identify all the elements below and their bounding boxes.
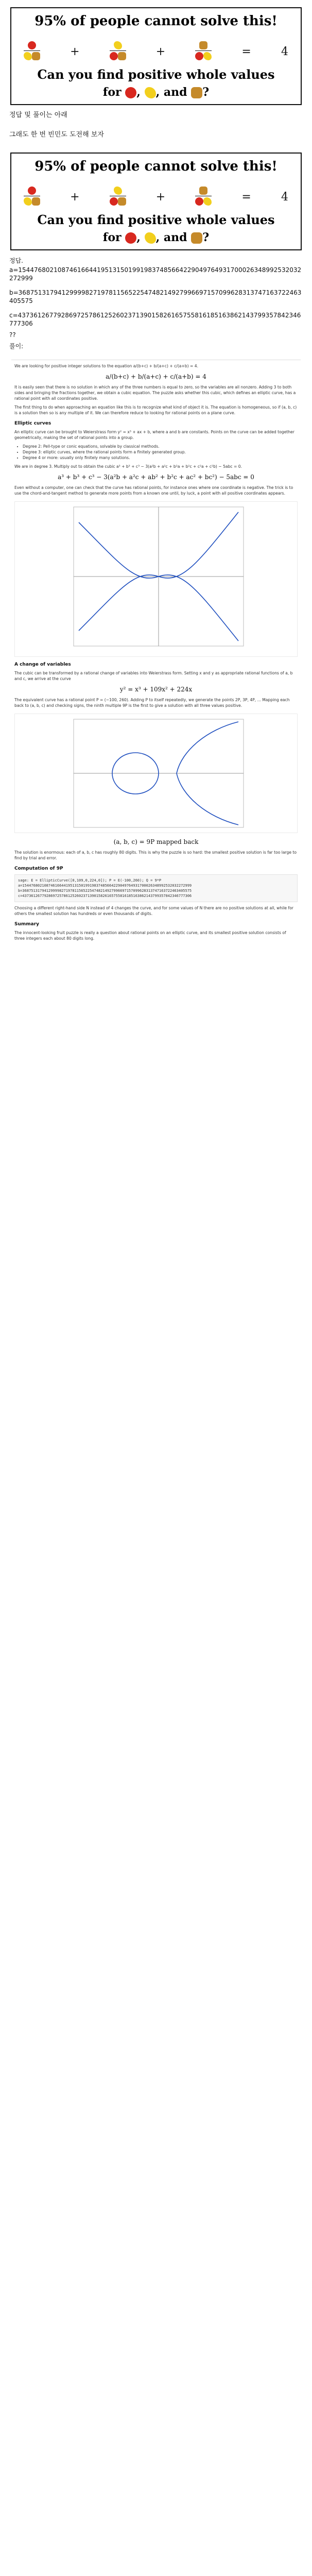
puzzle-question: Can you find positive whole values bbox=[37, 67, 275, 82]
article-paragraph: We are looking for positive integer solutions to the equation a/(b+c) + b/(a+c) + c/(a+b) = 4. bbox=[14, 364, 199, 368]
cubic-curve-figure bbox=[14, 501, 298, 657]
banana-icon bbox=[145, 87, 156, 98]
code-output-c: c=437361267792869725786125260237139015826165755816185163862143799357842346777306 bbox=[18, 894, 192, 898]
equals-sign: = bbox=[241, 45, 251, 58]
article-paragraph: We are in degree 3. Multiply out to obtain the cubic a³ + b³ + c³ − 3(a²b + a²c + b²a + b²c + c²a + c²b) − 5abc = 0. bbox=[14, 464, 242, 469]
solution-article bbox=[11, 360, 301, 950]
fraction-pineapple bbox=[195, 41, 212, 62]
equation-main: a/(b+c) + b/(a+c) + c/(a+b) = 4 bbox=[106, 373, 206, 380]
banana-icon bbox=[203, 197, 212, 206]
puzzle-subquestion: for , , and ? bbox=[102, 86, 210, 99]
code-output-a: a=154476802108746166441951315019919837485664229049764931700026348992532032272999 bbox=[18, 884, 192, 888]
equation-cubic: a³ + b³ + c³ − 3(a²b + a²c + ab² + b²c + ac² + bc²) − 5abc = 0 bbox=[58, 473, 254, 481]
code-line: sage: E = EllipticCurve([0,109,0,224,0]); P = E(-100,260); Q = 9*P bbox=[18, 878, 162, 883]
banana-icon bbox=[24, 52, 32, 60]
banana-icon bbox=[145, 232, 156, 244]
pineapple-icon bbox=[199, 187, 207, 195]
article-paragraph: Choosing a different right-hand side N instead of 4 changes the curve, and for some values of N there are no positive solutions at all, while for others the smallest solution has hundreds or even thousands of digits. bbox=[14, 906, 293, 916]
intro-line-2: 그래도 한 번 빈민도 도전해 보자 bbox=[9, 131, 104, 139]
fraction-apple bbox=[24, 41, 40, 62]
list-item: • Degree 2: Pell-type or conic equations, solvable by classical methods. bbox=[23, 444, 298, 449]
answer-c: c=437361267792869725786125260237139015826165755816185163862143799357842346777306 bbox=[9, 312, 301, 327]
answer-a: a=154476802108746166441951315019919837485664229049764931700026348992532032272999 bbox=[9, 266, 302, 282]
apple-icon bbox=[28, 187, 36, 195]
pineapple-icon bbox=[118, 52, 126, 60]
article-paragraph: An elliptic curve can be brought to Weierstrass form y² = x³ + ax + b, where a and b are constants. Points on the curve can be added together geometrically, making the set of rational points into a group. bbox=[14, 430, 294, 440]
list-item: • Degree 3: elliptic curves, where the rational points form a finitely generated group. bbox=[23, 449, 298, 455]
pineapple-icon bbox=[118, 197, 126, 206]
article-paragraph: The solution is enormous: each of a, b, c has roughly 80 digits. This is why the puzzle is so hard: the smallest positive solution is far too large to find by trial and error. bbox=[14, 850, 297, 860]
banana-icon bbox=[114, 187, 122, 195]
answer-b: b=368751317941299998271978115652254748214927996697157099628313747163722463405575 bbox=[9, 289, 302, 304]
plus-sign: + bbox=[155, 45, 166, 58]
elliptic-plot bbox=[58, 714, 254, 833]
pineapple-icon bbox=[199, 41, 207, 49]
pineapple-icon bbox=[191, 87, 202, 98]
apple-icon bbox=[195, 52, 203, 60]
puzzle-equation: + + = 4 bbox=[24, 187, 288, 207]
list-item: • Degree 4 or more: usually only finitely many solutions. bbox=[23, 455, 298, 461]
solution-label: 풀이: bbox=[9, 343, 24, 350]
puzzle-title: 95% of people cannot solve this! bbox=[34, 159, 278, 174]
apple-icon bbox=[125, 87, 136, 98]
pineapple-icon bbox=[32, 197, 40, 206]
answer-section bbox=[0, 250, 312, 354]
banana-icon bbox=[114, 41, 122, 49]
intro-line-1: 정답 및 풀이는 아래 bbox=[9, 111, 67, 119]
puzzle-equation bbox=[24, 41, 288, 62]
pineapple-icon bbox=[191, 232, 202, 244]
curve-plot bbox=[58, 502, 254, 656]
code-heading: Computation of 9P bbox=[14, 866, 63, 871]
banana-icon bbox=[203, 52, 212, 60]
article-paragraph: Even without a computer, one can check that the curve has rational points, for instance ones where one coordinate is negative. The trick is to use the chord-and-tangent method to generate more points from a known one until, by luck, a point with all positive coordinates appears. bbox=[14, 485, 293, 496]
section-heading: Elliptic curves bbox=[14, 421, 51, 426]
equation-mapping: (a, b, c) = 9P mapped back bbox=[113, 838, 199, 845]
section-heading: A change of variables bbox=[14, 662, 71, 667]
code-block bbox=[14, 874, 298, 902]
article-paragraph: The cubic can be transformed by a rational change of variables into Weierstrass form. Setting x and y as appropriate rational functions of a, b and c, we arrive at the curve bbox=[14, 671, 293, 681]
elliptic-curve-figure bbox=[14, 714, 298, 833]
plus-sign: + bbox=[70, 45, 80, 58]
answer-qmarks: ?? bbox=[9, 331, 16, 338]
intro-text bbox=[0, 105, 312, 145]
puzzle-title: 95% of people cannot solve this! bbox=[34, 13, 278, 29]
section-heading: Summary bbox=[14, 922, 40, 927]
banana-icon bbox=[24, 197, 32, 206]
pineapple-icon bbox=[32, 52, 40, 60]
apple-icon bbox=[110, 197, 118, 206]
article-paragraph: It is easily seen that there is no solution in which any of the three numbers is equal to zero, so the variables are all nonzero. Adding 3 to both sides and bringing the fractions together, we obtain a cubic equation. The puzzle asks whether this cubic, which defines an elliptic curve, has a rational point with all coordinates positive. bbox=[14, 385, 296, 401]
apple-icon bbox=[110, 52, 118, 60]
rhs-value: 4 bbox=[281, 45, 288, 58]
puzzle-image-repeat: 95% of people cannot solve this! + + = 4 Can you find positive whole values for , , and ? bbox=[10, 152, 302, 250]
equation-weierstrass: y² = x³ + 109x² + 224x bbox=[119, 686, 193, 693]
article-paragraph: The equivalent curve has a rational point P = (−100, 260). Adding P to itself repeatedly, we generate the points 2P, 3P, 4P, ... Mapping each back to (a, b, c) and checking signs, the ninth multiple 9P is the first to give a solution with all three values positive. bbox=[14, 698, 290, 708]
apple-icon bbox=[125, 232, 136, 244]
code-output-b: b=368751317941299998271978115652254748214927996697157099628313747163722463405575 bbox=[18, 889, 192, 893]
article-paragraph: The first thing to do when approaching an equation like this is to recognize what kind of object it is. The equation is homogeneous, so if (a, b, c) is a solution then so is any multiple of it. We can therefore reduce to looking for rational points on a plane curve. bbox=[14, 405, 297, 415]
article-paragraph: The innocent-looking fruit puzzle is really a question about rational points on an elliptic curve, and its smallest positive solution consists of three integers each about 80 digits long. bbox=[14, 930, 286, 941]
fraction-banana bbox=[110, 41, 126, 62]
puzzle-image bbox=[10, 7, 302, 105]
degree-list bbox=[23, 444, 298, 461]
answer-label: 정답. bbox=[9, 257, 23, 264]
apple-icon bbox=[28, 41, 36, 49]
apple-icon bbox=[195, 197, 203, 206]
